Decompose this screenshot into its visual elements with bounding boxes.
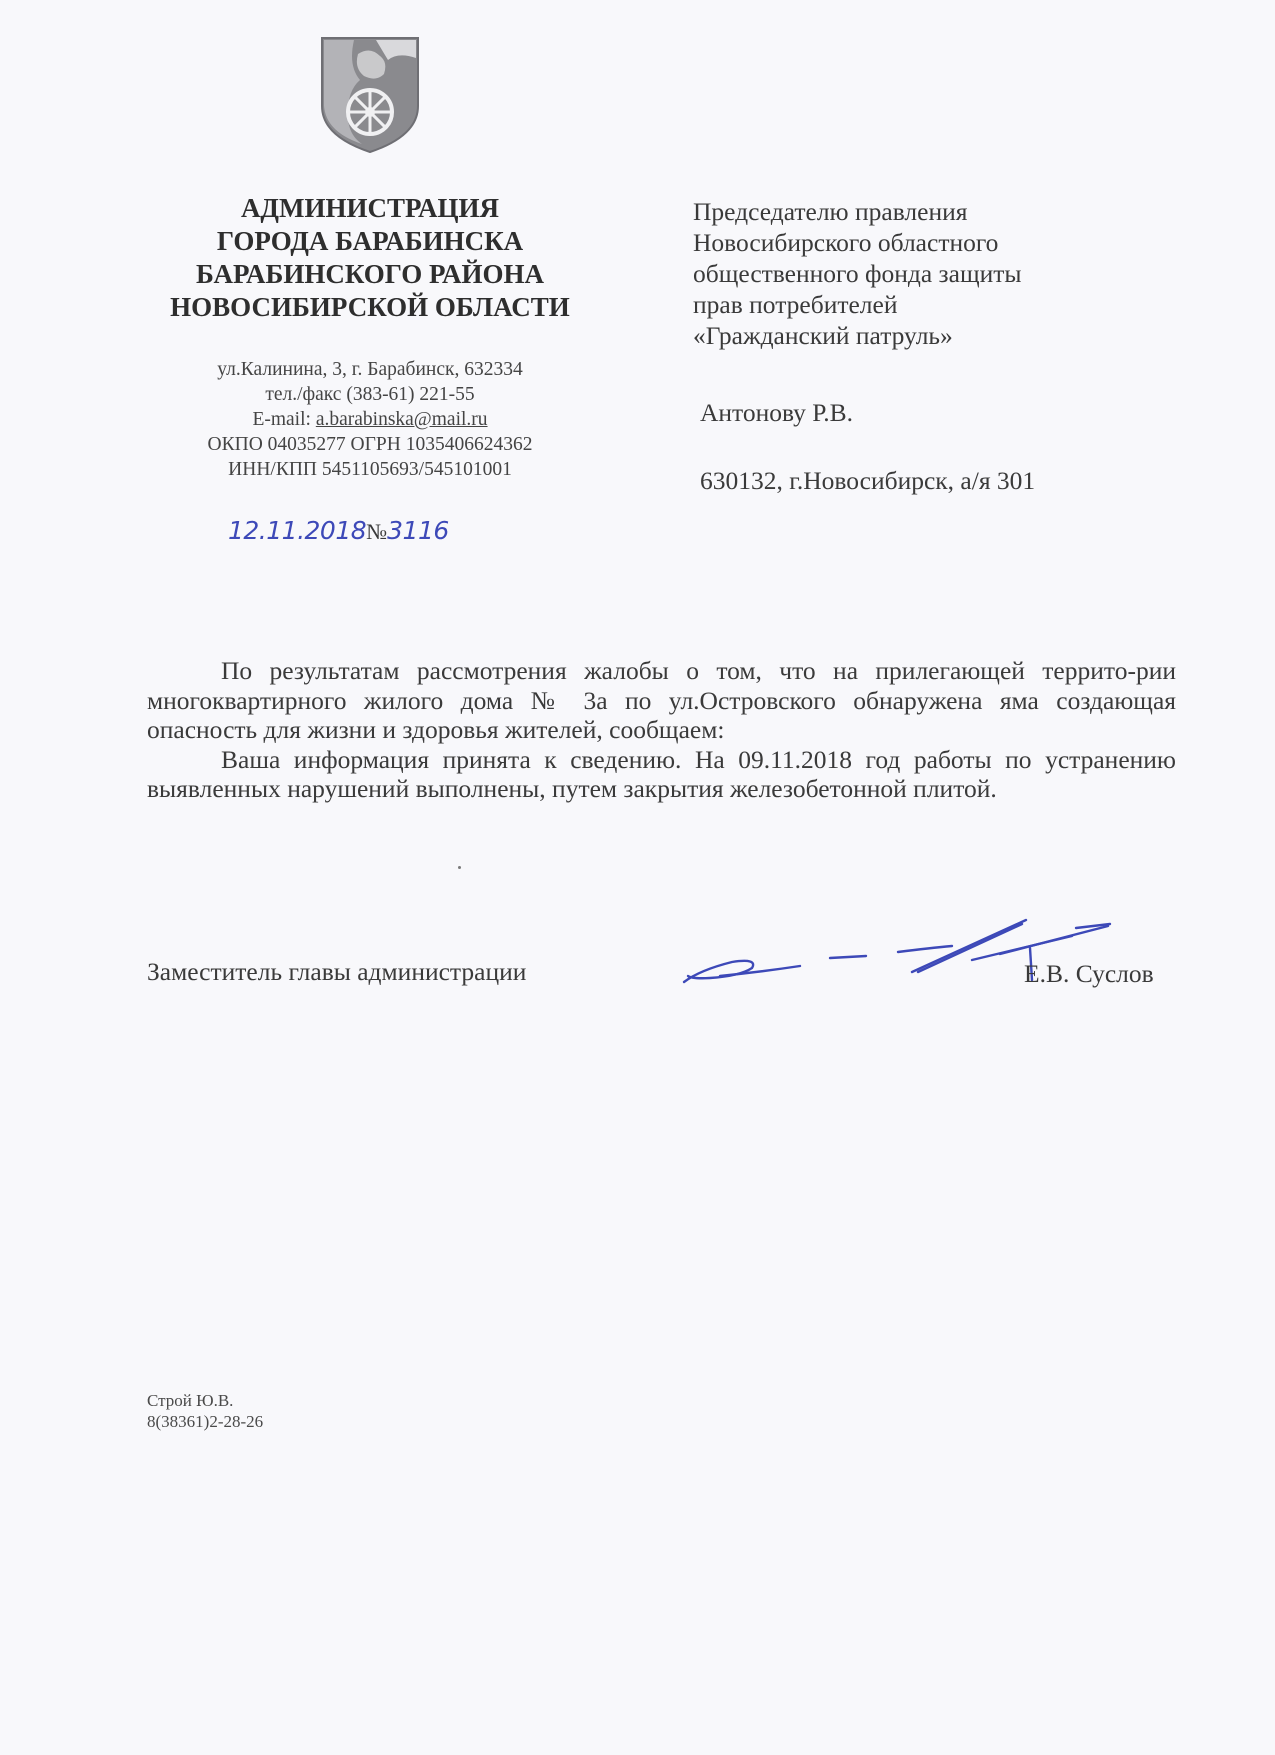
sender-block: [125, 192, 615, 482]
executor-name: Строй Ю.В.: [147, 1391, 234, 1410]
recipient-block: [693, 196, 1022, 351]
signatory-position: Заместитель главы администрации: [147, 957, 527, 986]
executor-block: [147, 1390, 263, 1432]
org-contacts: [125, 357, 615, 482]
org-phone: тел./факс (383-61) 221-55: [265, 384, 475, 405]
org-name: [125, 192, 615, 324]
coat-of-arms-icon: [318, 36, 422, 154]
recipient-title-line: «Гражданский патруль»: [693, 321, 953, 350]
org-okpo-ogrn: ОКПО 04035277 ОГРН 1035406624362: [207, 434, 533, 455]
signatory-name: Е.В. Суслов: [1024, 959, 1154, 988]
email-link[interactable]: a.barabinska@mail.ru: [315, 409, 488, 430]
org-inn-kpp: ИНН/КПП 5451105693/545101001: [228, 459, 512, 480]
recipient-name: Антонову Р.В.: [700, 398, 854, 427]
letter-body: [147, 656, 1176, 804]
recipient-title-line: общественного фонда защиты: [693, 259, 1022, 288]
body-paragraph: По результатам рассмотрения жалобы о том, что на прилегающей террито-рии многоквартирного жилого дома № 3а по ул.Островского обнаружена яма создающая опасность для жизни и здоровья жителей, сообщаем:: [147, 656, 1176, 744]
registration-line: [228, 516, 449, 545]
recipient-title-line: прав потребителей: [693, 290, 898, 319]
recipient-title-line: Председателю правления: [693, 197, 968, 226]
org-name-line: АДМИНИСТРАЦИЯ: [240, 193, 500, 223]
org-name-line: БАРАБИНСКОГО РАЙОНА: [195, 259, 545, 289]
scan-speck: [458, 866, 461, 869]
recipient-title-line: Новосибирского областного: [693, 228, 999, 257]
registration-number: 3116: [387, 516, 449, 545]
org-address: ул.Калинина, 3, г. Барабинск, 632334: [217, 359, 523, 380]
email-label: E-mail:: [252, 409, 311, 430]
registration-date: 12.11.2018: [228, 516, 367, 545]
number-sign: №: [366, 519, 388, 544]
org-name-line: ГОРОДА БАРАБИНСКА: [216, 226, 524, 256]
org-name-line: НОВОСИБИРСКОЙ ОБЛАСТИ: [170, 292, 570, 322]
body-paragraph: Ваша информация принята к сведению. На 09.11.2018 год работы по устранению выявленных нарушений выполнены, путем закрытия железобетонной плитой.: [147, 744, 1176, 803]
org-email-line: [125, 407, 615, 432]
recipient-address: 630132, г.Новосибирск, а/я 301: [700, 466, 1036, 495]
executor-phone: 8(38361)2-28-26: [147, 1412, 264, 1431]
